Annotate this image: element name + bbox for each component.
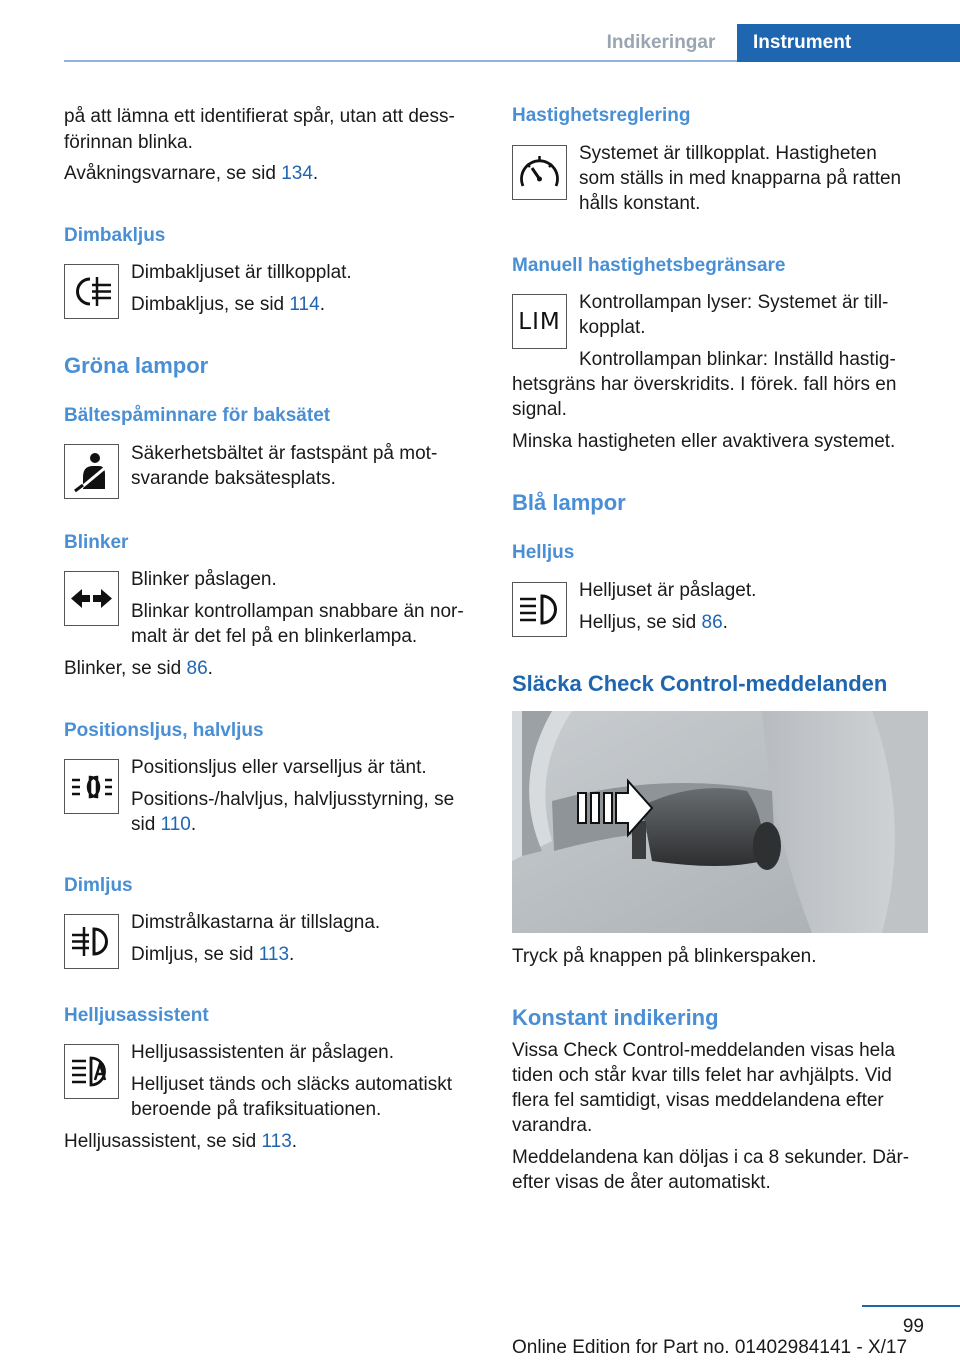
limiter-line-6: Minska hastigheten eller avaktivera systemet. [512,431,896,452]
heading-positionsljus: Positionsljus, halvljus [64,720,264,741]
high-beam-icon [512,582,567,637]
position-line-2: Positions-/halvljus, halvljusstyrning, se [131,789,455,810]
high-beam-assistant-icon [64,1044,119,1099]
speed-limiter-icon-label: LIM [518,308,561,335]
seatbelt-icon [64,444,119,499]
limiter-line-5: signal. [512,399,567,420]
heading-slacka-check-control: Släcka Check Control-meddelanden [512,671,888,696]
hba-line-3: beroende på trafiksituationen. [131,1099,382,1120]
limiter-line-1: Kontrollampan lyser: Systemet är till- [579,292,889,313]
dimbakljus-ref: Dimbakljus, se sid 114. [131,294,325,315]
konstant-line-6: efter visas de åter automatiskt. [512,1172,771,1193]
blinker-line-1: Blinker påslagen. [131,569,277,590]
heading-hastighetsreglering: Hastighetsreglering [512,105,691,126]
limiter-line-2: kopplat. [579,317,646,338]
heading-helljusassistent: Helljusassistent [64,1005,209,1026]
cruise-line-2: som ställs in med knapparna på ratten [579,168,902,189]
link-page-113-hba[interactable]: 113 [261,1131,292,1152]
konstant-line-2: tiden och står kvar tills felet har avhjälpts. Vid [512,1065,892,1086]
fog-line-1: Dimstrålkastarna är tillslagna. [131,912,381,933]
speed-limiter-icon [512,294,567,349]
heading-helljus: Helljus [512,542,575,563]
dimbakljus-text: Dimbakljuset är tillkopplat. [131,262,352,283]
highbeam-ref: Helljus, se sid 86. [579,612,728,633]
heading-blinker: Blinker [64,532,129,553]
link-page-86-helljus[interactable]: 86 [701,612,723,633]
page-number: 99 [902,1316,924,1337]
hba-line-2: Helljuset tänds och släcks automatiskt [131,1074,453,1095]
belt-line-2: svarande baksätesplats. [131,468,336,489]
blinker-line-3: malt är det fel på en blinkerlampa. [131,626,418,647]
blinker-ref: Blinker, se sid 86. [64,658,213,679]
fog-ref: Dimljus, se sid 113. [131,944,295,965]
limiter-line-4: hetsgräns har överskridits. I förek. fall hörs en [512,374,897,395]
intro-line-1: på att lämna ett identifierat spår, utan att dess- [64,106,455,127]
cruise-line-1: Systemet är tillkopplat. Hastigheten [579,143,877,164]
position-line-3: sid 110. [131,814,197,835]
heading-baltespaminnare: Bältespåminnare för baksätet [64,405,331,426]
link-page-86-blinker[interactable]: 86 [186,658,208,679]
intro-line-2: förinnan blinka. [64,132,193,153]
turn-signal-lever-photo [512,711,928,933]
konstant-line-1: Vissa Check Control-meddelanden visas hela [512,1040,896,1061]
turn-signal-icon [64,571,119,626]
konstant-line-3: flera fel samtidigt, visas meddelandena efter [512,1090,884,1111]
highbeam-line-1: Helljuset är påslaget. [579,580,757,601]
link-page-114[interactable]: 114 [289,294,320,315]
position-light-icon [64,759,119,814]
link-page-134[interactable]: 134 [281,163,313,184]
link-page-110[interactable]: 110 [160,814,191,835]
header-tab-section[interactable]: Indikeringar [606,32,716,53]
rear-fog-light-icon [64,264,119,319]
link-page-113-fog[interactable]: 113 [258,944,290,965]
heading-dimljus: Dimljus [64,875,133,896]
footer-edition: Online Edition for Part no. 01402984141 - X/17 [512,1337,908,1358]
position-line-1: Positionsljus eller varselljus är tänt. [131,757,427,778]
cruise-control-icon [512,145,567,200]
heading-hastighetsbegransare: Manuell hastighetsbegränsare [512,255,786,276]
heading-bla-lampor: Blå lampor [512,490,626,515]
photo-caption: Tryck på knappen på blinkerspaken. [512,946,817,967]
front-fog-light-icon [64,914,119,969]
heading-grona-lampor: Gröna lampor [64,353,209,378]
blinker-line-2: Blinkar kontrollampan snabbare än nor- [131,601,464,622]
header-tab-chapter[interactable]: Instrument [737,24,960,62]
heading-konstant-indikering: Konstant indikering [512,1005,719,1030]
hba-line-1: Helljusassistenten är påslagen. [131,1042,394,1063]
heading-dimbakljus: Dimbakljus [64,225,166,246]
hba-ref: Helljusassistent, se sid 113. [64,1131,298,1152]
ref-avakningsvarnare: Avåkningsvarnare, se sid 134. [64,163,319,184]
belt-line-1: Säkerhetsbältet är fastspänt på mot- [131,443,438,464]
cruise-line-3: hålls konstant. [579,193,701,214]
limiter-line-3: Kontrollampan blinkar: Inställd hastig- [579,349,896,370]
konstant-line-5: Meddelandena kan döljas i ca 8 sekunder. Där- [512,1147,910,1168]
footer-rule [862,1305,960,1307]
konstant-line-4: varandra. [512,1115,593,1136]
